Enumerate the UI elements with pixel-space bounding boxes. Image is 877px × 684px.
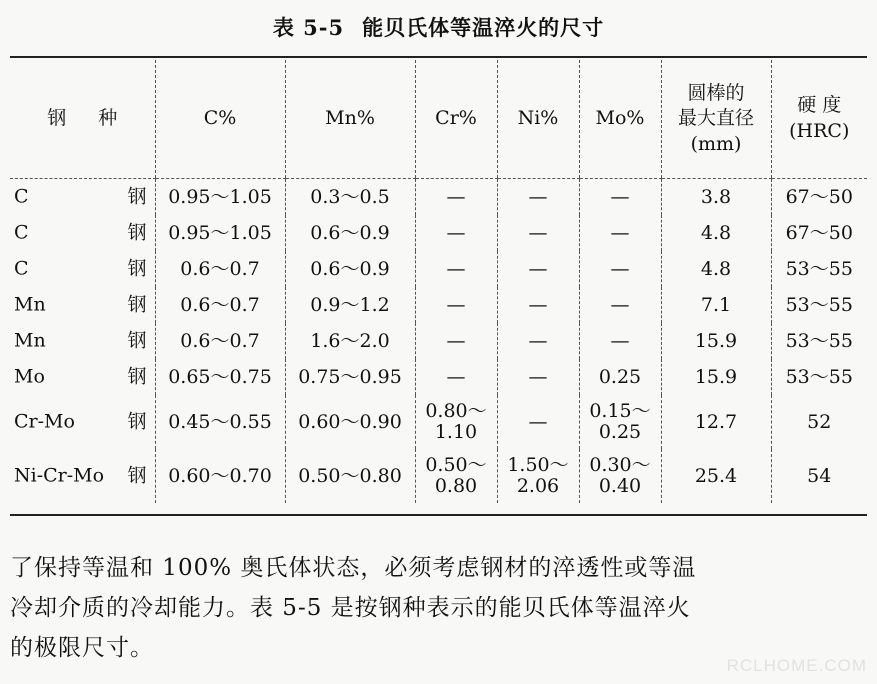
cell-mo: — — [579, 179, 661, 216]
cell-c: 0.6～0.7 — [155, 251, 285, 287]
cell-cr: — — [415, 179, 497, 216]
cell-diameter: 4.8 — [661, 251, 771, 287]
cell-mo: 0.30～ 0.40 — [579, 449, 661, 503]
cell-mo: — — [579, 251, 661, 287]
table-row — [10, 395, 867, 449]
header-steel-type: 钢 种 — [10, 60, 155, 179]
cell-diameter: 7.1 — [661, 287, 771, 323]
cell-hardness: 54 — [771, 449, 867, 503]
cell-cr: — — [415, 251, 497, 287]
cell-diameter: 15.9 — [661, 323, 771, 359]
cell-steel-type: Mn 钢 — [14, 329, 147, 352]
cell-steel-type: Mo 钢 — [14, 365, 147, 388]
cell-ni: — — [497, 251, 579, 287]
cell-mn: 1.6～2.0 — [285, 323, 415, 359]
cell-c: 0.45～0.55 — [155, 395, 285, 449]
cell-steel-type: Cr-Mo 钢 — [14, 410, 147, 433]
cell-cr: — — [415, 215, 497, 251]
cell-c: 0.6～0.7 — [155, 287, 285, 323]
cell-mo: — — [579, 287, 661, 323]
cell-diameter: 3.8 — [661, 179, 771, 216]
cell-mn: 0.75～0.95 — [285, 359, 415, 395]
cell-steel-type: C 钢 — [14, 185, 147, 208]
cell-ni: — — [497, 287, 579, 323]
cell-c: 0.95～1.05 — [155, 179, 285, 216]
paragraph-line: 了保持等温和 100% 奥氏体状态，必须考虑钢材的淬透性或等温 — [10, 555, 697, 581]
cell-c: 0.65～0.75 — [155, 359, 285, 395]
cell-hardness: 52 — [771, 395, 867, 449]
cell-mn: 0.3～0.5 — [285, 179, 415, 216]
cell-hardness: 67～50 — [771, 179, 867, 216]
paragraph-line: 的极限尺寸。 — [10, 635, 154, 661]
cell-ni: — — [497, 395, 579, 449]
cell-c: 0.6～0.7 — [155, 323, 285, 359]
header-mn: Mn% — [285, 60, 415, 179]
table-number: 表 5-5 — [272, 15, 345, 40]
watermark: RCLHOME.COM — [726, 656, 867, 675]
cell-mn: 0.6～0.9 — [285, 215, 415, 251]
cell-mn: 0.60～0.90 — [285, 395, 415, 449]
cell-ni: 1.50～ 2.06 — [497, 449, 579, 503]
header-row — [10, 60, 867, 179]
cell-c: 0.60～0.70 — [155, 449, 285, 503]
header-cr: Cr% — [415, 60, 497, 179]
steel-size-table — [10, 60, 867, 503]
cell-hardness: 53～55 — [771, 251, 867, 287]
cell-diameter: 12.7 — [661, 395, 771, 449]
cell-ni: — — [497, 359, 579, 395]
header-hardness: 硬 度 (HRC) — [771, 60, 867, 179]
table-bottom-rule — [10, 514, 867, 516]
cell-ni: — — [497, 215, 579, 251]
cell-hardness: 67～50 — [771, 215, 867, 251]
cell-hardness: 53～55 — [771, 287, 867, 323]
cell-steel-type: C 钢 — [14, 221, 147, 244]
table-row — [10, 359, 867, 395]
cell-hardness: 53～55 — [771, 359, 867, 395]
header-ni: Ni% — [497, 60, 579, 179]
cell-steel-type: Mn 钢 — [14, 293, 147, 316]
table-row — [10, 323, 867, 359]
cell-cr: — — [415, 287, 497, 323]
cell-mn: 0.6～0.9 — [285, 251, 415, 287]
table-top-rule — [10, 56, 867, 58]
cell-c: 0.95～1.05 — [155, 215, 285, 251]
table-row — [10, 449, 867, 503]
cell-mn: 0.50～0.80 — [285, 449, 415, 503]
table-row — [10, 215, 867, 251]
table-row — [10, 179, 867, 216]
cell-cr: — — [415, 359, 497, 395]
header-mo: Mo% — [579, 60, 661, 179]
table-title: 能贝氏体等温淬火的尺寸 — [362, 15, 605, 40]
cell-cr: 0.50～ 0.80 — [415, 449, 497, 503]
cell-diameter: 15.9 — [661, 359, 771, 395]
table-caption — [0, 12, 877, 42]
cell-hardness: 53～55 — [771, 323, 867, 359]
body-paragraph — [10, 548, 870, 668]
cell-diameter: 4.8 — [661, 215, 771, 251]
header-c: C% — [155, 60, 285, 179]
table-row — [10, 251, 867, 287]
cell-ni: — — [497, 323, 579, 359]
paragraph-line: 冷却介质的冷却能力。表 5-5 是按钢种表示的能贝氏体等温淬火 — [10, 595, 691, 621]
table-row — [10, 287, 867, 323]
header-max-diameter: 圆棒的 最大直径 (mm) — [661, 60, 771, 179]
cell-diameter: 25.4 — [661, 449, 771, 503]
cell-mo: 0.15～ 0.25 — [579, 395, 661, 449]
cell-mn: 0.9～1.2 — [285, 287, 415, 323]
cell-cr: 0.80～ 1.10 — [415, 395, 497, 449]
cell-steel-type: C 钢 — [14, 257, 147, 280]
cell-ni: — — [497, 179, 579, 216]
cell-mo: — — [579, 323, 661, 359]
cell-mo: — — [579, 215, 661, 251]
cell-steel-type: Ni-Cr-Mo 钢 — [14, 464, 147, 487]
cell-mo: 0.25 — [579, 359, 661, 395]
cell-cr: — — [415, 323, 497, 359]
